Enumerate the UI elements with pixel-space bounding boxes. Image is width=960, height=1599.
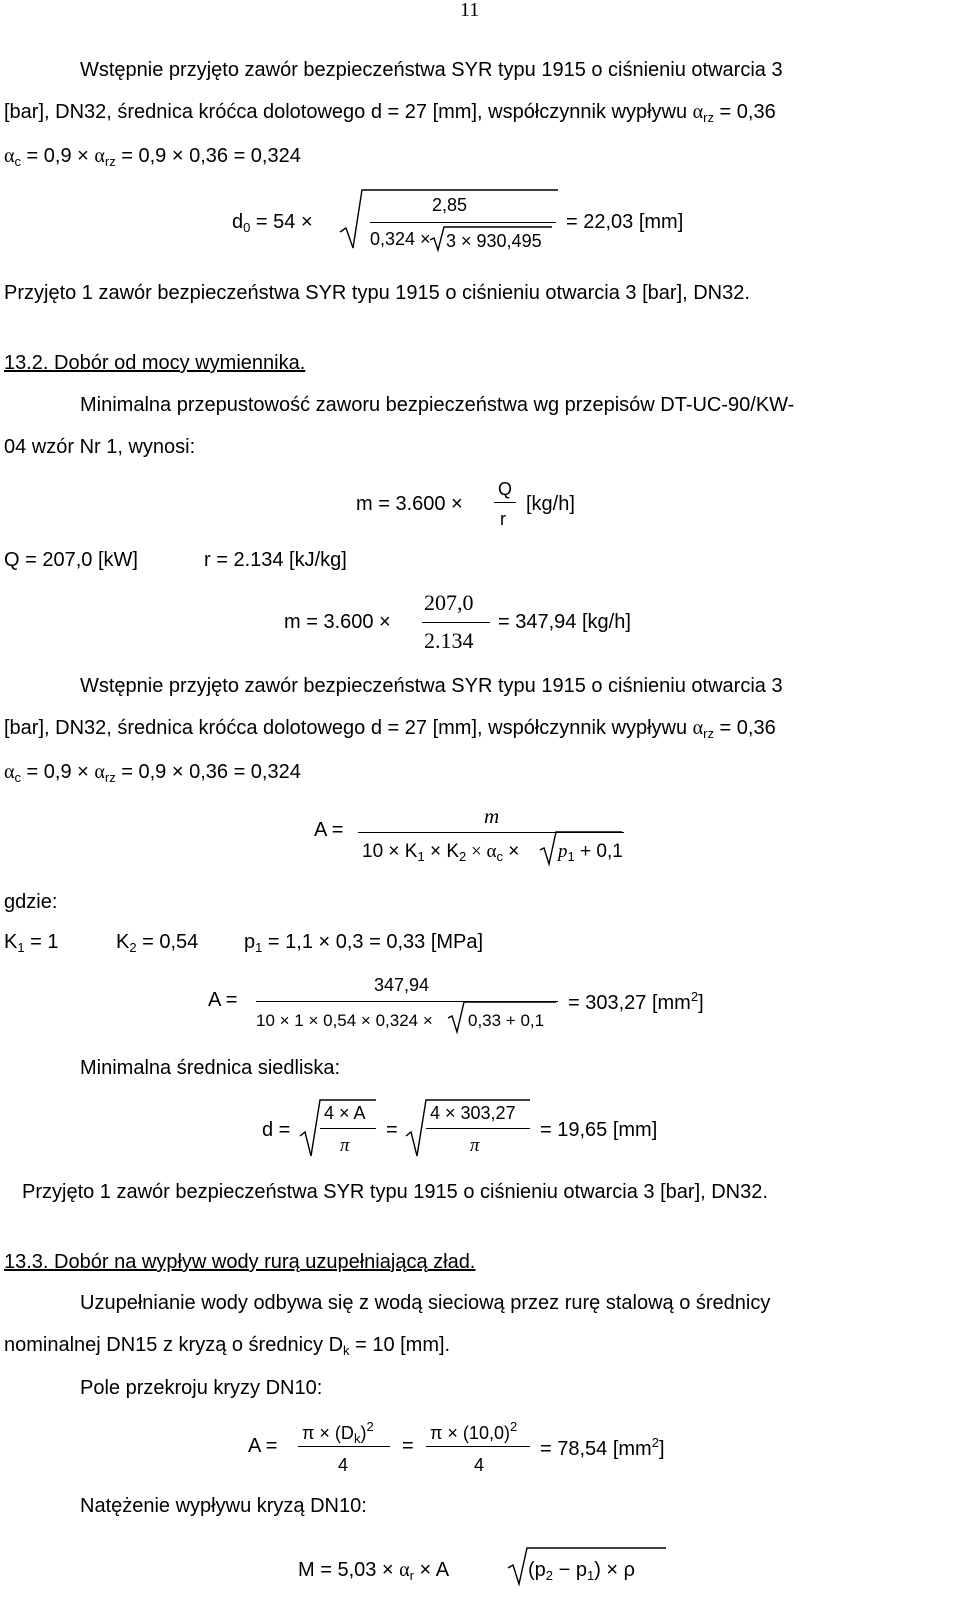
paragraph-line: Uzupełnianie wody odbywa się z wodą sieciową przez rurę stalową o średnicy xyxy=(80,1292,771,1314)
alpha-c-formula: $\alpha_c = 0,9 \times \alpha_{rz} = 0,9 \times 0,36 = 0,324$ xyxy=(4,761,301,785)
flow-label: Natężenie wypływu kryzą DN10: xyxy=(80,1495,367,1517)
accepted-note: Przyjęto 1 zawór bezpieczeństwa SYR typu 1915 o ciśnieniu otwarcia 3 [bar], DN32. xyxy=(22,1181,768,1203)
fraction-bar xyxy=(320,1128,376,1129)
fraction-bar xyxy=(494,502,516,503)
fraction-numerator: $\pi \times (10,0)^2$ xyxy=(430,1419,518,1443)
area-label: Pole przekroju kryzy DN10: xyxy=(80,1377,323,1399)
area-result: = 78,54 $[mm^2]$ xyxy=(540,1435,665,1460)
page-number: 11 xyxy=(460,0,480,21)
paragraph-line: Minimalna przepustowość zaworu bezpieczeństwa wg przepisów DT-UC-90/KW- xyxy=(80,394,795,416)
d0-result: = 22,03 [mm] xyxy=(566,211,684,233)
fraction-denominator: π xyxy=(470,1135,480,1156)
fraction-denominator: 4 xyxy=(338,1455,349,1475)
fraction-numerator: Q xyxy=(498,479,513,499)
fraction-denominator: 10 × 1 × 0,54 × 0,324 × xyxy=(256,1011,433,1030)
paragraph-line: [bar], DN32, średnica króćca dolotowego d = 27 [mm], współczynnik wypływu $\alpha_{rz} = 0,36$ xyxy=(4,717,776,741)
gdzie-label: gdzie: xyxy=(4,891,58,913)
fraction-numerator: 207,0 xyxy=(424,590,474,615)
A-calc-result: = 303,27 $[mm^2]$ xyxy=(568,989,704,1014)
fraction-bar xyxy=(426,1128,530,1129)
fraction-denominator: 0,324 × xyxy=(370,229,431,249)
fraction-numerator: 2,85 xyxy=(432,195,468,215)
k1-value: $K_1 = 1$ xyxy=(4,931,59,955)
fraction-bar xyxy=(422,622,490,623)
paragraph-line: [bar], DN32, średnica króćca dolotowego d = 27 [mm], współczynnik wypływu $\alpha_{rz} = 0,36$ xyxy=(4,101,776,125)
fraction-numerator: 347,94 xyxy=(374,975,430,995)
r-value: r = 2.134 [kJ/kg] xyxy=(204,549,347,571)
fraction-bar xyxy=(298,1446,390,1447)
fraction-numerator: $\pi \times (D_k)^2$ xyxy=(302,1419,374,1446)
fraction-numerator: 4 × A xyxy=(324,1103,366,1123)
min-diameter-label: Minimalna średnica siedliska: xyxy=(80,1057,341,1079)
section-heading: 13.2. Dobór od mocy wymiennika. xyxy=(4,352,306,374)
paragraph-line: 04 wzór Nr 1, wynosi: xyxy=(4,436,196,458)
fraction-bar xyxy=(370,222,556,223)
fraction-denominator: π xyxy=(340,1135,350,1156)
paragraph-line: nominalnej DN15 z kryzą o średnicy $D_k = 10$ [mm]. xyxy=(4,1334,451,1358)
alpha-c-formula: $\alpha_c = 0,9 \times \alpha_{rz} = 0,9 \times 0,36 = 0,324$ xyxy=(4,145,301,169)
fraction-denominator: 4 xyxy=(474,1455,485,1475)
p1-value: $p_1 = 1,1 \times 0,3 = 0,33$ [MPa] xyxy=(244,931,484,955)
fraction-bar xyxy=(426,1446,530,1447)
fraction-numerator: m xyxy=(484,804,500,828)
k2-value: $K_2 = 0,54$ xyxy=(116,931,199,955)
fraction-numerator: 4 × 303,27 xyxy=(430,1103,516,1123)
document-page: 11 Wstępnie przyjęto zawór bezpieczeństwa SYR typu 1915 o ciśnieniu otwarcia 3 [bar], DN32, średnica króćca dolotowego d = 27 [mm], współczynnik wypływu $\alpha_{rz} = 0,36$ $\alpha_c = 0,9 \times \alpha_{rz} = 0,9 \times 0,36 = 0,324$ $d_0 = 54$ × 2,85 0,324 × 3 × 930,495 = 22,03 [mm] Przyjęto 1 zawór bezpieczeństwa SYR typu 1915 o ciśnieniu otwarcia 3 [bar], DN32. 13.2. Dobór od mocy wymiennika. Minimalna przepustowość zaworu bezpieczeństwa wg przepisów DT-UC-90/KW- 04 wzór Nr 1, wynosi: m = 3.600 × Q r [kg/h] Q = 207,0 [kW] r = 2.134 [kJ/kg] m = 3.600 × 207,0 2.134 = 347,94 [kg/h] Wstępnie przyjęto zawór bezpieczeństwa SYR typu 1915 o ciśnieniu otwarcia 3 [bar], DN32, średnica króćca dolotowego d = 27 [mm], współczynnik wypływu $\alpha_{rz} = 0,36$ $\alpha_c = 0,9 \times \alpha_{rz} = 0,9 \times 0,36 = 0,324$ A = m $10 \times K_1 \times K_2 \times \alpha_c$ × $p_1 + 0,1$ gdzie: $K_1 = 1$ $K_2 = 0,54$ $p_1 = 1,1 \times 0,3 = 0,33$ [MPa] A = 347,94 10 × 1 × 0,54 × 0,324 × 0,33 + 0,1 = 303,27 $[mm^2]$ Minimalna średnica siedliska: d = 4 × A π = 4 × 303,27 π = 19,65 [mm] Przyjęto 1 zawór bezpieczeństwa SYR typu 1915 o ciśnieniu otwarcia 3 [bar], DN32. 13.3. Dobór na wypływ wody rurą uzupełniającą zład. Uzupełnianie wody odbywa się z wodą sieciową przez rurę stalową o średnicy nominalnej DN15 z kryzą o średnicy $D_k = 10$ [mm]. Pole przekroju kryzy DN10: A = $\pi \times (D_k)^2$ 4 = $\pi \times (10,0)^2$ 4 = 78,54 $[mm^2]$ Natężenie wypływu kryzą DN10: $M = 5,03 \times \alpha_r \times A$ $(p_2 - p_1) \times \rho$ xyxy=(0,0,960,1599)
section-heading: 13.3. Dobór na wypływ wody rurą uzupełniającą zład. xyxy=(4,1251,476,1273)
accepted-note: Przyjęto 1 zawór bezpieczeństwa SYR typu 1915 o ciśnieniu otwarcia 3 [bar], DN32. xyxy=(4,282,750,304)
paragraph-line: Wstępnie przyjęto zawór bezpieczeństwa SYR typu 1915 o ciśnieniu otwarcia 3 xyxy=(80,59,783,81)
fraction-denominator: r xyxy=(500,509,506,529)
fraction-denominator: $10 \times K_1 \times K_2 \times \alpha_c$ × xyxy=(362,841,520,864)
paragraph-line: Wstępnie przyjęto zawór bezpieczeństwa SYR typu 1915 o ciśnieniu otwarcia 3 xyxy=(80,675,783,697)
d-result: = 19,65 [mm] xyxy=(540,1119,658,1141)
fraction-denominator: 2.134 xyxy=(424,628,474,653)
q-value: Q = 207,0 [kW] xyxy=(4,549,138,571)
